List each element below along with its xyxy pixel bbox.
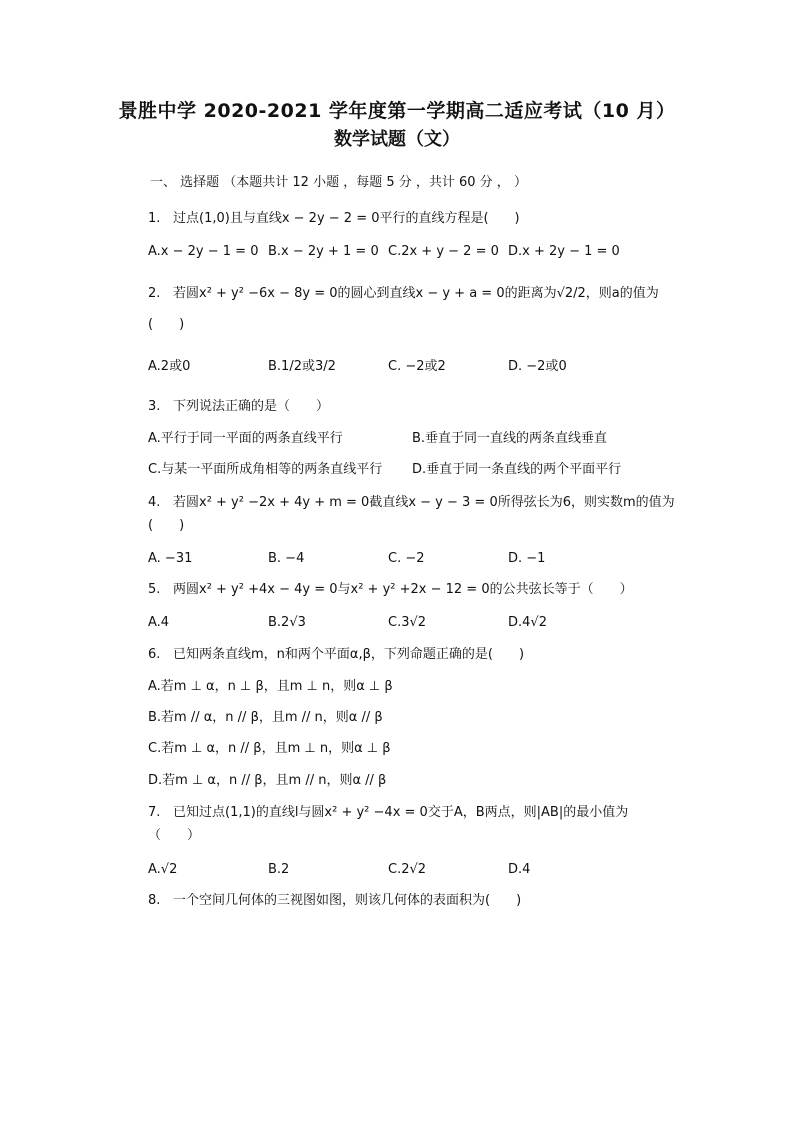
option-a: A. −31 bbox=[148, 551, 193, 566]
question-number: 8. bbox=[148, 893, 161, 908]
option-a: A.若m ⊥ α，n ⊥ β，且m ⊥ n，则α ⊥ β bbox=[148, 679, 393, 694]
question-number: 1. bbox=[148, 211, 161, 226]
section-heading: 一、 选择题 （本题共计 12 小题 ，每题 5 分 ，共计 60 分 ， ） bbox=[150, 175, 527, 190]
option-d: D.4 bbox=[508, 862, 531, 877]
option-c: C.3√2 bbox=[388, 615, 427, 630]
question-4 bbox=[148, 494, 675, 512]
exam-subtitle: 数学试题（文） bbox=[334, 129, 460, 150]
question-stem: 已知两条直线m，n和两个平面α,β，下列命题正确的是( ) bbox=[173, 647, 525, 662]
question-stem: 下列说法正确的是（ ） bbox=[173, 399, 330, 414]
option-b: B.2 bbox=[268, 862, 290, 877]
question-3 bbox=[148, 398, 329, 416]
option-c: C.2√2 bbox=[388, 862, 427, 877]
question-6 bbox=[148, 646, 524, 664]
option-d: D. −1 bbox=[508, 551, 546, 566]
question-stem-continued: ( ) bbox=[148, 317, 185, 332]
question-stem: 若圆x² + y² −2x + 4y + m = 0截直线x − y − 3 = 0所得弦长为6，则实数m的值为 bbox=[173, 495, 675, 510]
option-b: B.垂直于同一直线的两条直线垂直 bbox=[412, 431, 608, 446]
question-number: 3. bbox=[148, 399, 161, 414]
exam-title: 景胜中学 2020-2021 学年度第一学期高二适应考试（10 月） bbox=[118, 100, 676, 122]
option-a: A.4 bbox=[148, 615, 170, 630]
option-a: A.2或0 bbox=[148, 359, 191, 374]
option-d: D.若m ⊥ α，n // β，且m // n，则α // β bbox=[148, 773, 387, 788]
option-c: C.若m ⊥ α，n // β，且m ⊥ n，则α ⊥ β bbox=[148, 741, 391, 756]
question-stem: 已知过点(1,1)的直线l与圆x² + y² −4x = 0交于A，B两点，则|AB|的最小值为 bbox=[173, 805, 629, 820]
question-number: 7. bbox=[148, 805, 161, 820]
question-5 bbox=[148, 581, 633, 599]
question-stem: 两圆x² + y² +4x − 4y = 0与x² + y² +2x − 12 = 0的公共弦长等于（ ） bbox=[173, 582, 633, 597]
question-8 bbox=[148, 892, 521, 910]
option-d: D.4√2 bbox=[508, 615, 547, 630]
question-1 bbox=[148, 210, 520, 228]
option-a: A.x − 2y − 1 = 0 bbox=[148, 244, 259, 259]
question-stem-continued: ( ) bbox=[148, 518, 185, 533]
option-b: B.若m // α，n // β，且m // n，则α // β bbox=[148, 710, 383, 725]
question-stem: 一个空间几何体的三视图如图，则该几何体的表面积为( ) bbox=[173, 893, 522, 908]
option-d: D.垂直于同一条直线的两个平面平行 bbox=[412, 462, 622, 477]
question-number: 5. bbox=[148, 582, 161, 597]
option-b: B. −4 bbox=[268, 551, 305, 566]
option-b: B.x − 2y + 1 = 0 bbox=[268, 244, 379, 259]
question-2 bbox=[148, 285, 659, 303]
question-number: 4. bbox=[148, 495, 161, 510]
question-7 bbox=[148, 804, 628, 822]
option-c: C.与某一平面所成角相等的两条直线平行 bbox=[148, 462, 383, 477]
question-number: 6. bbox=[148, 647, 161, 662]
option-a: A.平行于同一平面的两条直线平行 bbox=[148, 431, 343, 446]
question-number: 2. bbox=[148, 286, 161, 301]
option-b: B.1/2或3/2 bbox=[268, 359, 336, 374]
option-b: B.2√3 bbox=[268, 615, 306, 630]
option-c: C. −2或2 bbox=[388, 359, 446, 374]
question-stem-continued: （ ） bbox=[148, 828, 201, 843]
option-c: C.2x + y − 2 = 0 bbox=[388, 244, 499, 259]
question-stem: 若圆x² + y² −6x − 8y = 0的圆心到直线x − y + a = 0的距离为√2/2，则a的值为 bbox=[173, 286, 659, 301]
option-d: D. −2或0 bbox=[508, 359, 567, 374]
option-d: D.x + 2y − 1 = 0 bbox=[508, 244, 620, 259]
option-c: C. −2 bbox=[388, 551, 425, 566]
option-a: A.√2 bbox=[148, 862, 178, 877]
question-stem: 过点(1,0)且与直线x − 2y − 2 = 0平行的直线方程是( ) bbox=[173, 211, 520, 226]
